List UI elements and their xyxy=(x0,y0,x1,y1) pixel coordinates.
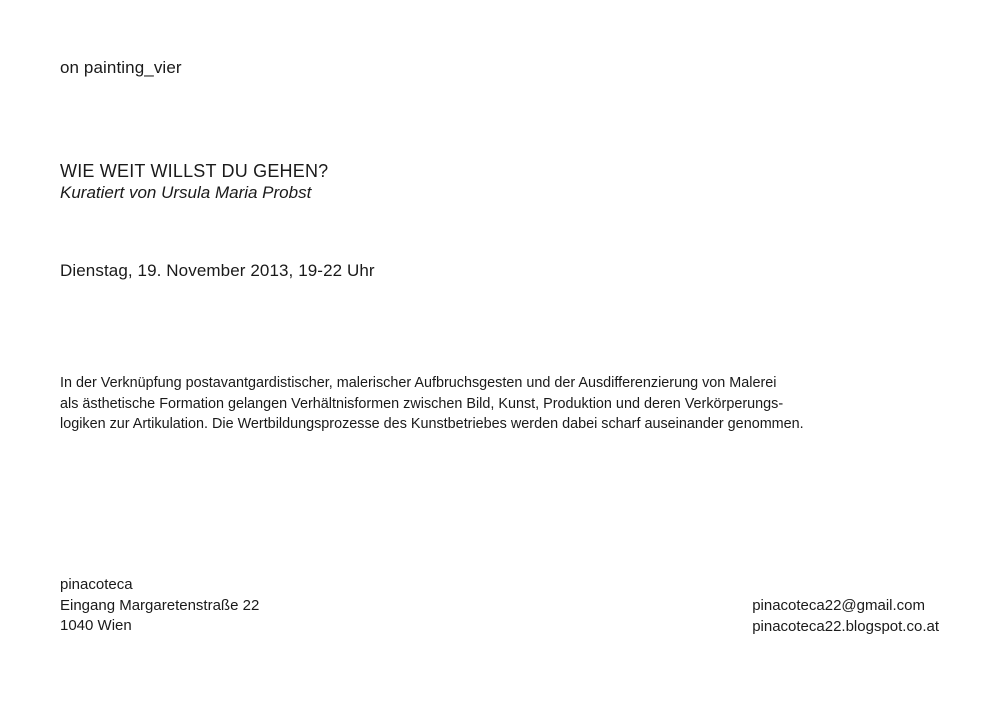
series-label: on painting_vier xyxy=(60,58,182,77)
description-line: In der Verknüpfung postavantgardistischer, malerischer Aufbruchsgesten und der Ausdifferenzierung von Malerei xyxy=(60,375,777,391)
contact-info xyxy=(752,596,939,637)
event-date: Dienstag, 19. November 2013, 19-22 Uhr xyxy=(60,261,375,280)
venue-entrance: Eingang Margaretenstraße 22 xyxy=(60,596,260,614)
description-line: logiken zur Artikulation. Die Wertbildungsprozesse des Kunstbetriebes werden dabei scharf auseinander genommen. xyxy=(60,416,804,432)
curator-line: Kuratiert von Ursula Maria Probst xyxy=(60,183,312,202)
exhibition-description xyxy=(60,373,960,435)
venue-address xyxy=(60,575,259,637)
venue-city: 1040 Wien xyxy=(60,617,132,634)
contact-email[interactable]: pinacoteca22@gmail.com xyxy=(752,597,926,614)
exhibition-header xyxy=(60,160,328,204)
exhibition-title: WIE WEIT WILLST DU GEHEN? xyxy=(60,161,329,181)
contact-website[interactable]: pinacoteca22.blogspot.co.at xyxy=(752,617,939,635)
description-line: als ästhetische Formation gelangen Verhältnisformen zwischen Bild, Kunst, Produktion und deren Verkörperungs- xyxy=(60,395,784,412)
venue-name: pinacoteca xyxy=(60,576,133,593)
